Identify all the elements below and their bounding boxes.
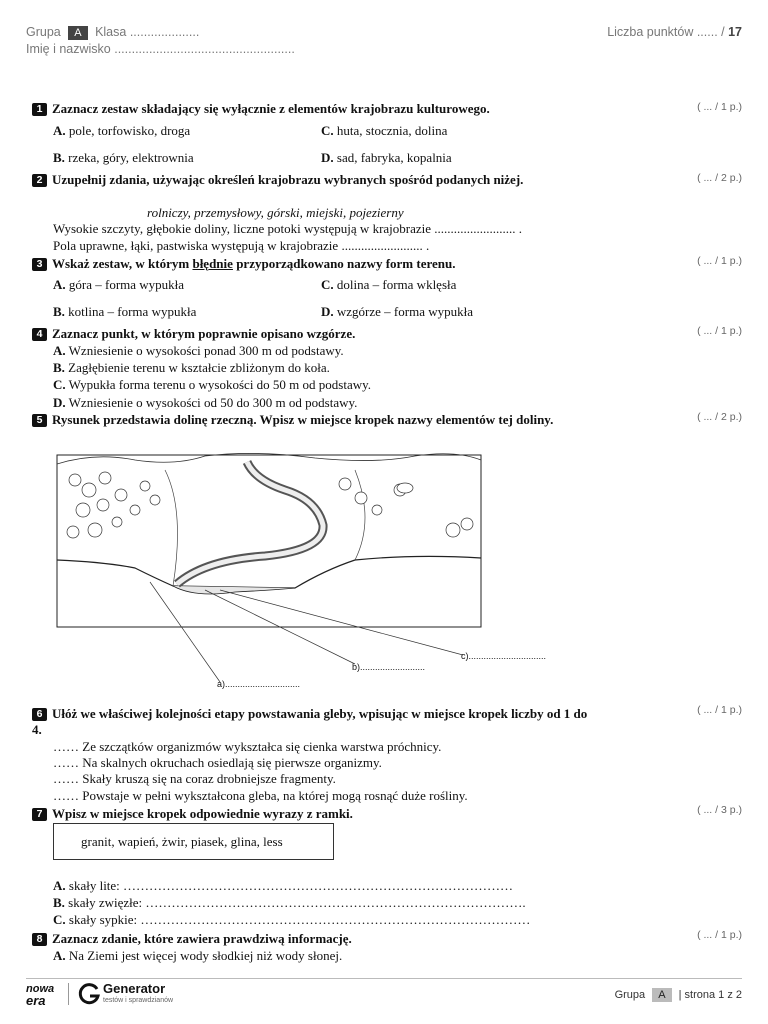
question-text: Zaznacz zdanie, które zawiera prawdziwą informację. [52,931,352,946]
q1-option-d[interactable] [321,150,452,166]
question-7-points: ( ... / 3 p.) [697,804,742,816]
q7-word-list: granit, wapień, żwir, piasek, glina, less [81,834,283,849]
name-label: Imię i nazwisko [26,42,111,56]
option-letter: C. [321,277,334,292]
q6-step-1[interactable]: …… Ze szczątków organizmów wykształca się cienka warstwa próchnicy. [53,739,442,754]
option-letter: D. [321,150,334,165]
option-letter: D. [321,304,334,319]
nowa-era-logo [26,984,64,1006]
question-1-points: ( ... / 1 p.) [697,101,742,113]
option-letter: C. [53,377,66,392]
question-text: Zaznacz punkt, w którym poprawnie opisano wzgórze. [52,326,356,341]
q4-option-a[interactable] [53,343,344,359]
option-text: skały sypkie: ……………………………………………………………………………… [68,912,531,927]
page-indicator [615,988,742,1002]
question-5-title [32,412,582,428]
option-letter: A. [53,878,66,893]
q7-line-a[interactable] [53,878,513,894]
question-number: 4 [32,328,47,341]
question-5-points: ( ... / 2 p.) [697,411,742,423]
generator-logo-text [103,982,173,1005]
question-6-title [32,706,592,738]
q1-option-b[interactable] [53,150,194,166]
option-text: dolina – forma wklęsła [336,277,457,292]
points-label: Liczba punktów ...... / [607,25,725,39]
q7-line-b[interactable] [53,895,526,911]
option-text: Wypukła forma terenu o wysokości do 50 m od podstawy. [68,377,372,392]
q2-sentence-1[interactable]: Wysokie szczyty, głębokie doliny, liczne potoki występują w krajobrazie ......................... . [53,221,523,236]
group-badge: A [68,26,87,40]
option-letter: D. [53,395,66,410]
name-field[interactable]: .................................................... [114,42,295,56]
option-text: góra – forma wypukła [68,277,185,292]
question-3-points: ( ... / 1 p.) [697,255,742,267]
footer-divider [26,978,742,979]
logo-text-bottom: era [26,993,46,1008]
option-letter: C. [53,912,66,927]
points-total: 17 [728,25,742,39]
q2-sentence-2[interactable]: Pola uprawne, łąki, pastwiska występują w krajobrazie ......................... . [53,238,430,253]
question-8-title [32,931,672,947]
question-text: przyporządkowano nazwy form terenu. [232,256,456,271]
question-text: Wpisz w miejsce kropek odpowiednie wyrazy z ramki. [52,806,353,821]
question-number: 3 [32,258,47,271]
question-number: 8 [32,933,47,946]
q3-option-d[interactable] [321,304,473,320]
header-group-line [26,25,199,40]
question-number: 6 [32,708,47,721]
q8-option-a[interactable] [53,948,342,964]
footer-page-label: | strona 1 z 2 [678,989,742,1001]
option-text: huta, stocznia, dolina [336,123,448,138]
option-letter: B. [53,304,65,319]
option-text: skały zwięzłe: ……………………………………………………………………………. [68,895,526,910]
question-number: 2 [32,174,47,187]
option-letter: C. [321,123,334,138]
option-letter: A. [53,123,66,138]
question-text: Wskaż zestaw, w którym [52,256,193,271]
question-number: 1 [32,103,47,116]
question-number: 7 [32,808,47,821]
q6-step-3[interactable]: …… Skały kruszą się na coraz drobniejsze fragmenty. [53,771,336,786]
question-2-points: ( ... / 2 p.) [697,172,742,184]
valley-label-b[interactable]: b).......................... [352,662,426,672]
question-6-points: ( ... / 1 p.) [697,704,742,716]
q4-option-d[interactable] [53,395,357,411]
option-text: skały lite: ……………………………………………………………………………… [68,878,514,893]
question-emphasis: błędnie [192,256,233,271]
points-summary [607,25,742,39]
footer-group-label: Grupa [614,989,646,1001]
question-text: Rysunek przedstawia dolinę rzeczną. Wpisz w miejsce kropek nazwy elementów tej doliny. [52,412,554,427]
q2-word-bank: rolniczy, przemysłowy, górski, miejski, pojezierny [147,205,404,220]
q1-option-c[interactable] [321,123,447,139]
group-label: Grupa [26,25,61,39]
option-text: Na Ziemi jest więcej wody słodkiej niż wody słonej. [68,948,343,963]
generator-title: Generator [103,981,166,996]
option-text: Zagłębienie terenu w kształcie zbliżonym do koła. [68,360,330,375]
option-text: rzeka, góry, elektrownia [68,150,194,165]
q3-option-b[interactable] [53,304,196,320]
option-text: kotlina – forma wypukła [68,304,197,319]
q7-word-box [53,823,334,860]
q7-line-c[interactable] [53,912,530,928]
q3-option-a[interactable] [53,277,184,293]
question-4-points: ( ... / 1 p.) [697,325,742,337]
valley-label-c[interactable]: c)............................... [461,651,547,661]
option-text: sad, fabryka, kopalnia [336,150,452,165]
question-2-title [32,172,562,188]
generator-logo-icon [77,982,101,1006]
logo-separator [68,983,69,1005]
q4-option-b[interactable] [53,360,330,376]
option-text: Wzniesienie o wysokości od 50 do 300 m od podstawy. [68,395,358,410]
question-number: 5 [32,414,47,427]
option-letter: A. [53,277,66,292]
question-7-title [32,806,672,822]
footer-group-badge: A [652,988,671,1002]
q6-step-2[interactable]: …… Na skalnych okruchach osiedlają się pierwsze organizmy. [53,755,382,770]
option-text: pole, torfowisko, droga [68,123,191,138]
option-text: wzgórze – forma wypukła [336,304,473,319]
option-text: Wzniesienie o wysokości ponad 300 m od podstawy. [68,343,344,358]
question-8-points: ( ... / 1 p.) [697,929,742,941]
question-text: Uzupełnij zdania, używając określeń krajobrazu wybranych spośród podanych niżej. [52,172,524,187]
question-text: Zaznacz zestaw składający się wyłącznie z elementów krajobrazu kulturowego. [52,101,490,116]
valley-label-a[interactable]: a).............................. [217,679,301,689]
logo-text-top: nowa [26,983,55,995]
class-field[interactable]: .................... [129,25,200,39]
q4-option-c[interactable] [53,377,371,393]
option-letter: A. [53,948,66,963]
q6-step-4[interactable]: …… Powstaje w pełni wykształcona gleba, na której mogą rosnąć duże rośliny. [53,788,468,803]
generator-subtitle: testów i sprawdzianów [103,997,174,1004]
question-4-title [32,326,672,342]
option-letter: A. [53,343,66,358]
question-text: Ułóż we właściwej kolejności etapy powstawania gleby, wpisując w miejsce kropek liczby od 1 do 4. [32,706,588,737]
question-3-title [32,256,672,272]
class-label: Klasa [95,25,127,39]
option-letter: B. [53,895,65,910]
option-letter: B. [53,150,65,165]
header-name-line [26,42,295,56]
question-1-title [32,101,672,117]
q3-option-c[interactable] [321,277,456,293]
option-letter: B. [53,360,65,375]
q1-option-a[interactable] [53,123,190,139]
